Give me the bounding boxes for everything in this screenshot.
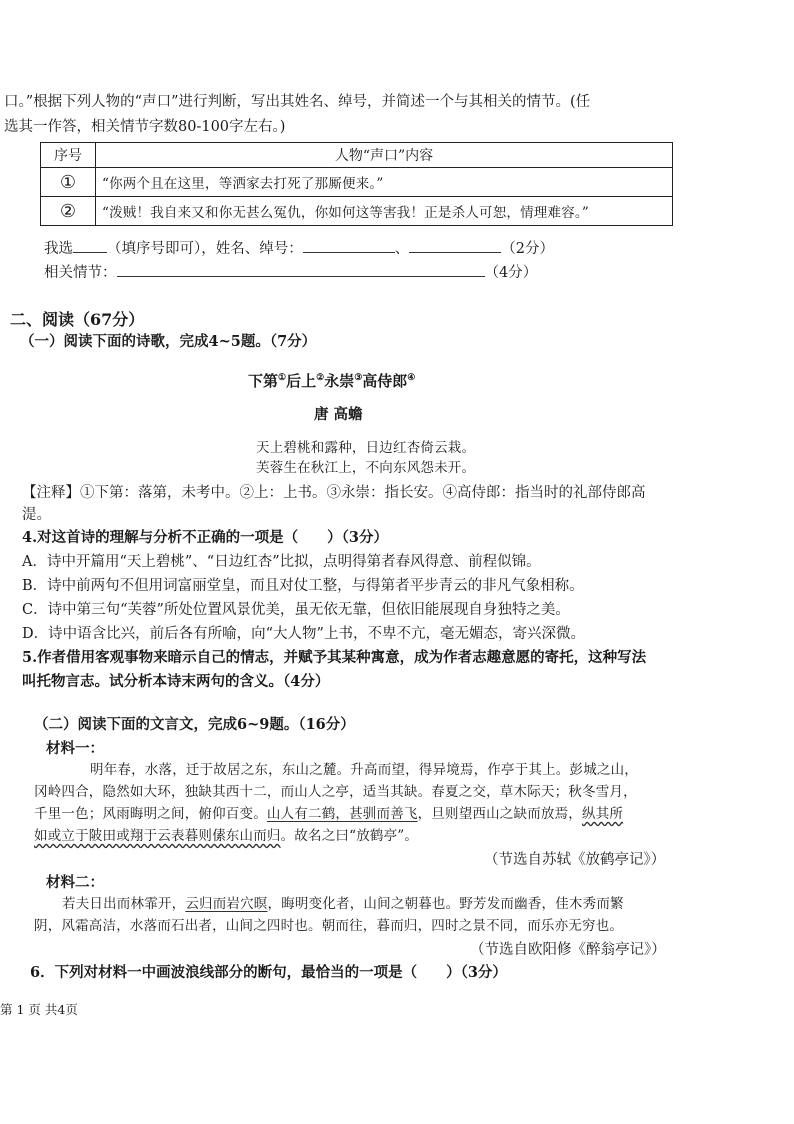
plot-label: 相关情节： xyxy=(44,265,117,281)
footnote-mark: ② xyxy=(316,373,325,383)
text-segment: 。故名之曰“放鹤亭”。 xyxy=(280,828,419,844)
text-segment: 若夫日出而林霏开， xyxy=(62,896,186,912)
plot-blank[interactable] xyxy=(117,262,485,277)
choose-score: （2分） xyxy=(501,241,554,257)
table-row xyxy=(41,197,673,226)
page-footer: 第 1 页 共4页 xyxy=(0,1002,78,1017)
row-number: ② xyxy=(41,197,96,226)
note-line: 【注释】①下第：落第，未考中。②上：上书。③永崇：指长安。④高侍郎：指当时的礼部侍郎高 xyxy=(22,485,646,501)
row-quote: “泼贼！我自来又和你无甚么冤仇，你如何这等害我！正是杀人可恕，情理难容。” xyxy=(96,197,673,226)
q4-stem: 4.对这首诗的理解与分析不正确的一项是（ ）（3分） xyxy=(22,529,388,546)
text-segment: ，旦则望西山之缺而放焉， xyxy=(417,806,583,822)
row-quote: “你两个且在这里，等洒家去打死了那厮便来。” xyxy=(96,168,673,197)
material1-line: 明年春，水落，迁于故居之东，东山之麓。升高而望，得异境焉，作亭于其上。彭城之山， xyxy=(90,762,638,778)
voice-table xyxy=(40,142,673,226)
q6-stem: 6．下列对材料一中画波浪线部分的断句，最恰当的一项是（ ）（3分） xyxy=(30,964,507,981)
underlined-segment: 云归而岩穴暝 xyxy=(185,896,268,912)
q4-option-d: D．诗中语含比兴，前后各有所喻，向“大人物”上书，不卑不亢，毫无媚态，寄兴深微。 xyxy=(22,626,585,642)
poem-title-part: 下第 xyxy=(248,372,279,390)
text-segment: 千里一色；风雨晦明之间，俯仰百变。 xyxy=(34,806,267,822)
plot-score: （4分） xyxy=(484,265,538,281)
part2-heading: （二）阅读下面的文言文，完成6~9题。（16分） xyxy=(34,716,355,733)
q4-option-b: B．诗中前两句不但用词富丽堂皇，而且对仗工整，与得第者平步青云的非凡气象相称。 xyxy=(22,578,584,594)
section-title: 二、阅读（67分） xyxy=(10,310,145,329)
poem-title-part: 高侍郎 xyxy=(362,372,408,390)
material1-source: （节选自苏轼《放鹤亭记》） xyxy=(484,852,666,868)
choose-separator: 、 xyxy=(394,241,410,257)
nickname-blank[interactable] xyxy=(409,238,501,253)
plot-line xyxy=(44,262,537,283)
q4-option-c: C．诗中第三句“芙蓉”所处位置风景优美，虽无依无靠，但依旧能展现自身独特之美。 xyxy=(22,602,570,618)
q3-line1: 口。”根据下列人物的“声口”进行判断，写出其姓名、绰号，并简述一个与其相关的情节。(任 xyxy=(4,94,591,110)
q5-line: 叫托物言志。试分析本诗末两句的含义。（4分） xyxy=(22,673,330,690)
poem-title xyxy=(248,368,415,391)
material2-line: 阴，风霜高洁，水落而石出者，山间之四时也。朝而往，暮而归，四时之景不同，而乐亦无穷也。 xyxy=(34,918,624,934)
poem-line: 天上碧桃和露种，日边红杏倚云栽。 xyxy=(256,440,476,456)
text-segment: ，晦明变化者，山间之朝暮也。野芳发而幽香，佳木秀而繁 xyxy=(267,896,624,912)
wavy-underlined-segment: 如或立于陂田或翔于云表暮则傃东山而归 xyxy=(34,828,281,844)
table-header-row xyxy=(41,143,673,168)
poem-title-part: 永崇 xyxy=(324,372,355,390)
q3-line2: 选其一作答，相关情节字数80-100字左右。) xyxy=(4,119,286,135)
note-line: 湜。 xyxy=(22,507,51,523)
q5-line: 5.作者借用客观事物来暗示自己的情志，并赋予其某种寓意，成为作者志趣意愿的寄托，这种写法 xyxy=(22,649,647,666)
material2-source: （节选自欧阳修《醉翁亭记》） xyxy=(470,942,666,958)
material2-label: 材料二： xyxy=(46,874,104,891)
poem-line: 芙蓉生在秋江上，不向东风怨未开。 xyxy=(256,460,476,476)
material1-label: 材料一： xyxy=(46,740,104,757)
material1-line: 冈岭四合，隐然如大环，独缺其西十二，而山人之亭，适当其缺。春夏之交，草木际天；秋冬雪月， xyxy=(34,784,637,800)
part1-heading: （一）阅读下面的诗歌，完成4~5题。（7分） xyxy=(20,333,317,350)
underlined-segment: 山人有二鹤，甚驯而善飞 xyxy=(266,806,418,822)
footnote-mark: ① xyxy=(278,373,287,383)
footnote-mark: ④ xyxy=(407,373,416,383)
poem-author: 唐 高蟾 xyxy=(314,406,363,423)
material1-line xyxy=(34,826,418,846)
col-header-content: 人物“声口”内容 xyxy=(96,143,673,168)
footnote-mark: ③ xyxy=(354,373,363,383)
material1-line xyxy=(34,804,623,824)
q4-option-a: A．诗中开篇用“天上碧桃”、“日边红杏”比拟，点明得第者春风得意、前程似锦。 xyxy=(22,554,541,570)
row-number: ① xyxy=(41,168,96,197)
choose-hint: （填序号即可），姓名、绰号： xyxy=(107,241,303,257)
name-blank[interactable] xyxy=(303,238,395,253)
choice-blank[interactable] xyxy=(73,238,107,253)
material2-line xyxy=(62,894,624,914)
table-row xyxy=(41,168,673,197)
wavy-underlined-segment: 纵其所 xyxy=(582,806,624,822)
answer-choice-line xyxy=(44,238,554,259)
col-header-number: 序号 xyxy=(41,143,96,168)
poem-title-part: 后上 xyxy=(286,372,317,390)
choose-label: 我选 xyxy=(44,241,73,257)
